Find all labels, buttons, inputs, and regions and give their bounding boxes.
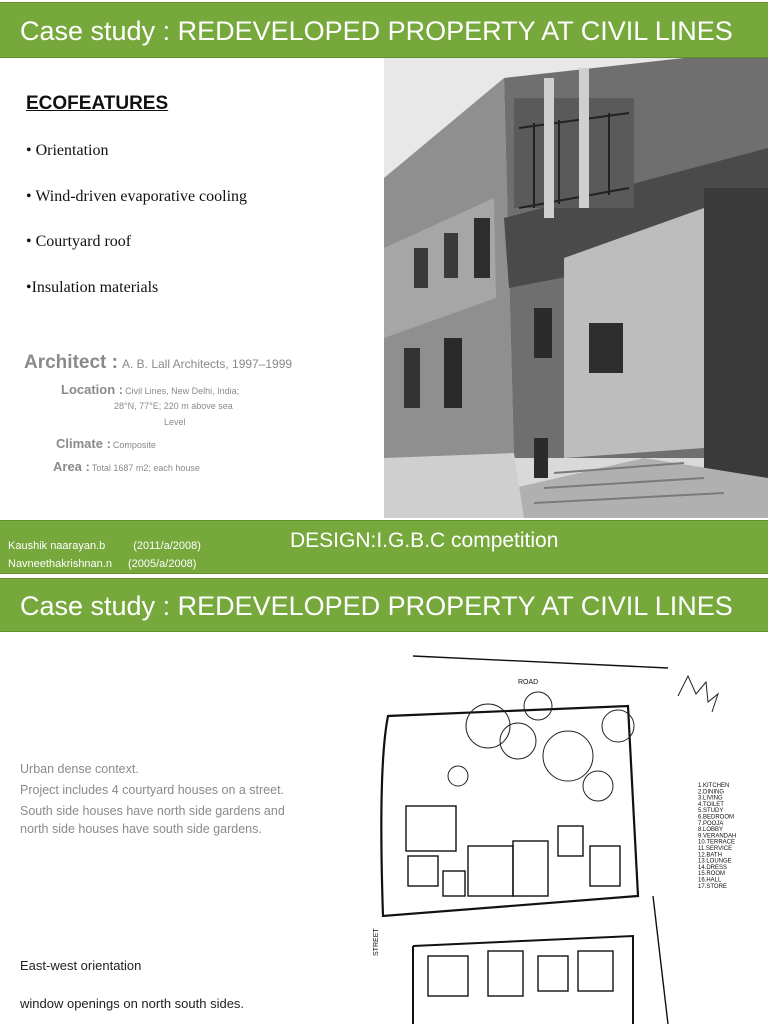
slide2-title: Case study : REDEVELOPED PROPERTY AT CIVIL LINES <box>20 591 733 621</box>
ecofeature-item: • Wind-driven evaporative cooling <box>26 187 248 205</box>
slide1-title: Case study : REDEVELOPED PROPERTY AT CIVIL LINES <box>20 16 733 46</box>
author-id: (2005/a/2008) <box>127 558 197 570</box>
road-label: ROAD <box>518 679 539 686</box>
author-row <box>8 555 201 573</box>
author-id: (2011/a/2008) <box>133 540 201 552</box>
architect-value: A. B. Lall Architects, 1997–1999 <box>121 357 293 371</box>
area-label: Area : <box>53 459 90 474</box>
legend-item: 17.STORE <box>698 883 727 890</box>
slide1-title-bar <box>0 2 768 58</box>
legend-item: 3.LIVING <box>698 795 723 802</box>
author-list <box>8 537 201 573</box>
legend-item: 2.DINING <box>698 789 725 796</box>
context-paragraph: South side houses have north side gardens and north side houses have south side gardens. <box>20 804 285 836</box>
legend-item: 11.SERVICE <box>698 846 733 852</box>
legend-item: 14.DRESS <box>698 864 728 871</box>
author-name: Kaushik naarayan.b <box>8 540 106 552</box>
legend-item: 1.KITCHEN <box>698 783 730 789</box>
author-name: Navneethakrishnan.n <box>8 558 112 570</box>
footer-bar <box>0 520 768 574</box>
street-label: STREET <box>373 928 380 956</box>
legend-item: 7.POOJA <box>698 820 724 827</box>
architect-label: Architect : <box>24 352 118 373</box>
legend-item: 8.LOBBY <box>698 827 724 834</box>
ecofeature-item: •Insulation materials <box>26 278 159 296</box>
site-plan <box>368 646 768 1024</box>
legend-item: 5.STUDY <box>698 808 724 815</box>
ecofeatures-heading: ECOFEATURES <box>26 93 169 114</box>
legend-item: 9.VERANDAH <box>698 833 737 840</box>
context-description <box>20 760 310 841</box>
location-value: Civil Lines, New Delhi, India; <box>125 386 240 396</box>
site-plan-drawing <box>368 646 768 1024</box>
climate-value: Composite <box>112 440 156 450</box>
legend-item: 13.LOUNGE <box>698 858 732 865</box>
openings-note: window openings on north south sides. <box>20 996 245 1011</box>
context-paragraph: Urban dense context. <box>20 762 139 776</box>
location-line <box>61 382 239 397</box>
location-label: Location : <box>61 382 124 397</box>
legend-item: 12.BATH <box>698 852 722 859</box>
area-line <box>53 459 200 474</box>
legend-item: 15.ROOM <box>698 871 726 878</box>
ecofeature-item: • Courtyard roof <box>26 233 132 250</box>
design-competition-label: DESIGN:I.G.B.C competition <box>290 529 559 552</box>
area-value: Total 1687 m2; each house <box>91 463 200 473</box>
architect-line <box>24 352 292 374</box>
climate-label: Climate : <box>56 436 111 451</box>
author-row <box>8 537 201 555</box>
location-line3: Level <box>164 417 186 427</box>
ecofeatures-list <box>26 142 247 324</box>
ecofeature-item: • Orientation <box>26 142 109 159</box>
legend-item: 6.BEDROOM <box>698 814 735 821</box>
orientation-note: East-west orientation <box>20 958 142 973</box>
legend-item: 10.TERRACE <box>698 839 736 846</box>
legend-item: 4.TOILET <box>698 801 724 808</box>
location-line2: 28°N, 77°E; 220 m above sea <box>114 401 233 411</box>
context-paragraph: Project includes 4 courtyard houses on a street. <box>20 783 285 797</box>
building-photo-drawing <box>384 58 768 518</box>
building-photo <box>384 58 768 518</box>
slide2-title-bar <box>0 578 768 632</box>
legend-item: 16.HALL <box>698 877 722 884</box>
climate-line <box>56 436 156 451</box>
